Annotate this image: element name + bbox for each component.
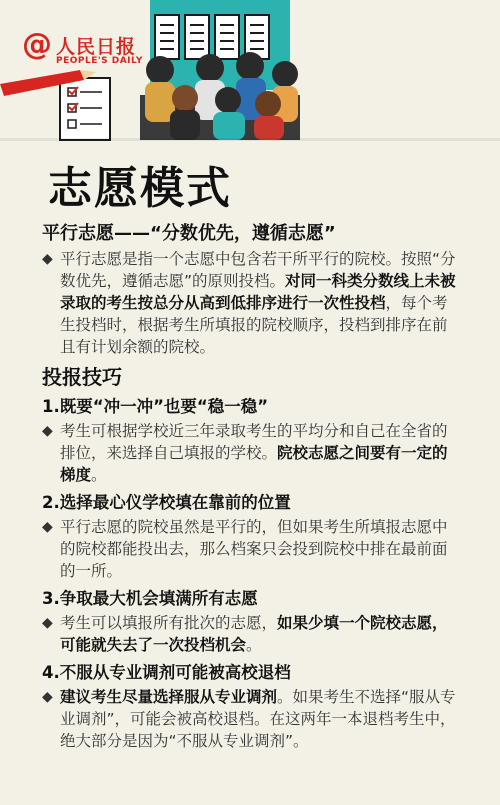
tip-paragraph-3	[42, 612, 462, 656]
logo-english-name: PEOPLE'S DAILY	[56, 56, 143, 66]
paragraph-parallel	[42, 248, 462, 358]
article-content	[42, 160, 462, 754]
diamond-bullet-icon: ◆	[42, 251, 53, 267]
paragraph-bold: 如果少填一个院校志愿，可能就失去了一次投档机会	[60, 614, 448, 654]
diamond-bullet-icon: ◆	[42, 519, 53, 535]
section-heading-parallel: 平行志愿——“分数优先，遵循志愿”	[42, 223, 336, 244]
tip-paragraph-1	[42, 420, 462, 486]
tip-title-4: 4.不服从专业调剂可能被高校退档	[42, 663, 291, 682]
exam-illustration	[0, 0, 500, 150]
paragraph-tail: 。如果考生不选择“服从专业调剂”，可能会被高校退档。在这两年一本退档考生中，绝大部分是因为“不服从专业调剂”。	[60, 688, 456, 750]
tip-title-2: 2.选择最心仪学校填在靠前的位置	[42, 493, 291, 512]
tip-paragraph-4	[42, 686, 462, 752]
diamond-bullet-icon: ◆	[42, 689, 53, 705]
diamond-bullet-icon: ◆	[42, 615, 53, 631]
paragraph-text: 考生可根据学校近三年录取考生的平均分和自己在全省的排位，来选择自己填报的学校。	[60, 422, 448, 462]
paragraph-tail: ，每个考生投档时，根据考生所填报的院校顺序，投档到排序在前且有计划余额的院校。	[60, 294, 448, 356]
logo-chinese-name: 人民日报	[56, 36, 137, 58]
paragraph-text: 考生可以填报所有批次的志愿，	[60, 614, 278, 632]
section-heading-tips: 投报技巧	[42, 365, 122, 389]
clipboard-icon	[60, 78, 110, 140]
paragraph-tail: 。	[246, 636, 262, 654]
header-illustration	[0, 0, 500, 150]
paragraph-bold: 对同一科类分数线上未被录取的考生按总分从高到低排序进行一次性投档	[60, 272, 456, 312]
diamond-bullet-icon: ◆	[42, 423, 53, 439]
logo-at-symbol: @	[22, 27, 52, 62]
paragraph-bold: 建议考生尽量选择服从专业调剂	[60, 688, 278, 706]
paragraph-text: 平行志愿的院校虽然是平行的，但如果考生所填报志愿中的院校都能投出去，那么档案只会投到院校中排在最前面的一所。	[60, 518, 448, 580]
student-crowd	[140, 52, 300, 140]
tip-paragraph-2	[42, 516, 462, 582]
tip-title-1: 1.既要“冲一冲”也要“稳一稳”	[42, 397, 269, 416]
paragraph-tail: 。	[91, 466, 107, 484]
paragraph-text: 平行志愿是指一个志愿中包含若干所平行的院校。按照“分数优先，遵循志愿”的原则投档。	[60, 250, 456, 290]
page-title: 志愿模式	[48, 163, 232, 214]
paragraph-bold: 院校志愿之间要有一定的梯度	[60, 444, 448, 484]
tip-title-3: 3.争取最大机会填满所有志愿	[42, 589, 258, 608]
